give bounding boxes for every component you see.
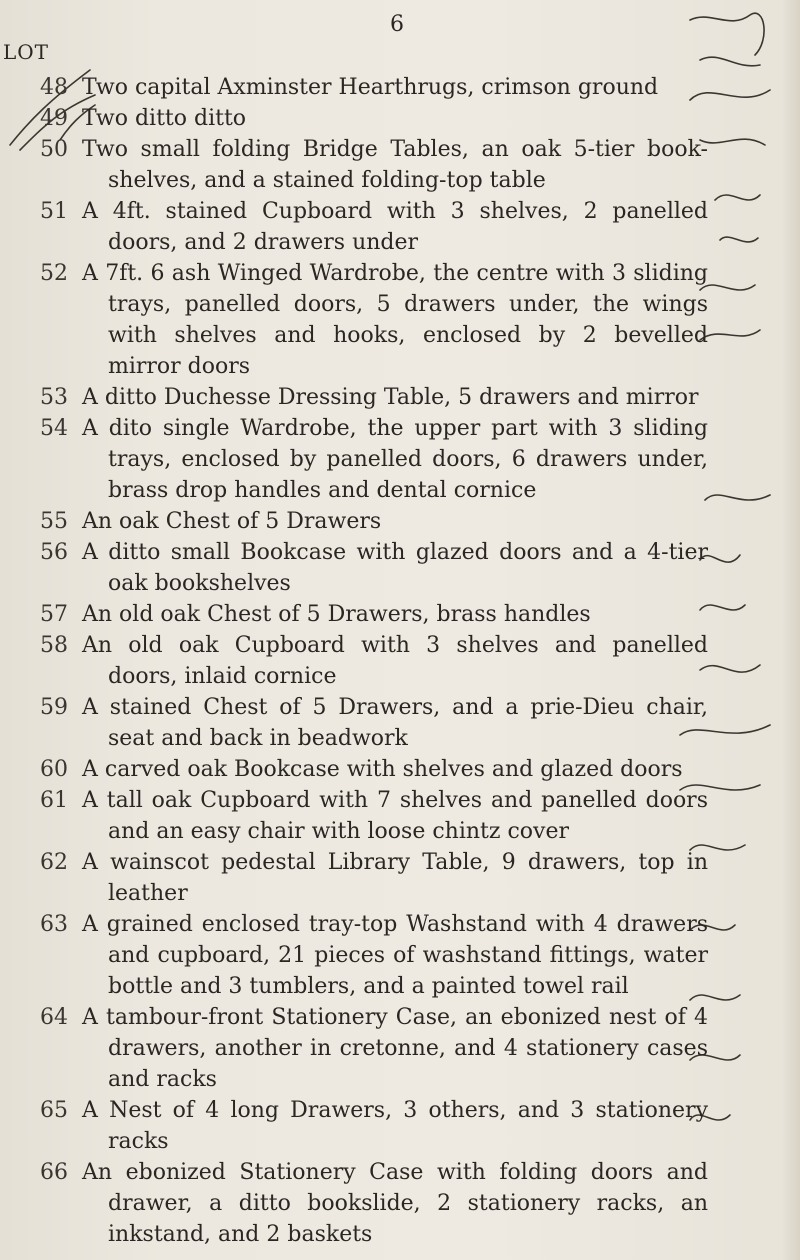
- lot-description: Two capital Axminster Hearthrugs, crimson ground: [82, 75, 659, 100]
- lot-description: An old oak Cupboard with 3 shelves and panelled doors, inlaid cornice: [82, 633, 708, 689]
- lot-item: [0, 599, 790, 630]
- lot-item: [0, 754, 790, 785]
- lot-number: 49: [40, 106, 68, 131]
- lot-item: [0, 1002, 790, 1095]
- lot-item: [0, 196, 790, 258]
- lot-description: Two small folding Bridge Tables, an oak 5-tier book-shelves, and a stained folding-top table: [82, 137, 708, 193]
- lot-description: A stained Chest of 5 Drawers, and a prie-Dieu chair, seat and back in beadwork: [82, 695, 708, 751]
- lot-description: A Nest of 4 long Drawers, 3 others, and 3 stationery racks: [82, 1098, 708, 1154]
- lot-description: A ditto small Bookcase with glazed doors and a 4-tier oak bookshelves: [82, 540, 708, 596]
- lot-number: 55: [40, 509, 68, 534]
- lot-number: 62: [40, 850, 68, 875]
- lot-number: 50: [40, 137, 68, 162]
- lot-item: [0, 692, 790, 754]
- lot-number: 60: [40, 757, 68, 782]
- lot-item: [0, 506, 790, 537]
- lot-item: [0, 72, 790, 103]
- lot-description: A tall oak Cupboard with 7 shelves and panelled doors and an easy chair with loose chintz cover: [82, 788, 708, 844]
- lot-item: [0, 537, 790, 599]
- lot-item: [0, 630, 790, 692]
- lot-number: 52: [40, 261, 68, 286]
- lot-number: 57: [40, 602, 68, 627]
- lot-number: 65: [40, 1098, 68, 1123]
- lot-column-header: LOT: [3, 40, 50, 64]
- lot-number: 56: [40, 540, 68, 565]
- lot-number: 58: [40, 633, 68, 658]
- lot-number: 48: [40, 75, 68, 100]
- lot-number: 64: [40, 1005, 68, 1030]
- page-number: 6: [390, 12, 405, 37]
- lot-number: 63: [40, 912, 68, 937]
- lot-description: A grained enclosed tray-top Washstand with 4 drawers and cupboard, 21 pieces of washstand fittings, water bottle and 3 tumblers, and a painted towel rail: [82, 912, 708, 999]
- lot-number: 54: [40, 416, 68, 441]
- lot-item: [0, 847, 790, 909]
- lot-description: An oak Chest of 5 Drawers: [82, 509, 382, 534]
- lot-description: A 7ft. 6 ash Winged Wardrobe, the centre with 3 sliding trays, panelled doors, 5 drawers under, the wings with shelves and hooks, enclosed by 2 bevelled mirror doors: [82, 261, 708, 379]
- lot-description: A tambour-front Stationery Case, an ebonized nest of 4 drawers, another in cretonne, and 4 stationery cases and racks: [82, 1005, 708, 1092]
- lot-description: A dito single Wardrobe, the upper part with 3 sliding trays, enclosed by panelled doors, 6 drawers under, brass drop handles and dental cornice: [82, 416, 708, 503]
- lot-item: [0, 258, 790, 382]
- lot-number: 51: [40, 199, 68, 224]
- lot-item: [0, 785, 790, 847]
- lot-item: [0, 1095, 790, 1157]
- lot-description: An ebonized Stationery Case with folding doors and drawer, a ditto bookslide, 2 stationery racks, an inkstand, and 2 baskets: [82, 1160, 708, 1247]
- lot-number: 66: [40, 1160, 68, 1185]
- lot-number: 53: [40, 385, 68, 410]
- lot-item: [0, 909, 790, 1002]
- lot-description: A ditto Duchesse Dressing Table, 5 drawers and mirror: [82, 385, 699, 410]
- lot-number: 61: [40, 788, 68, 813]
- lot-item: [0, 413, 790, 506]
- lot-description: A wainscot pedestal Library Table, 9 drawers, top in leather: [82, 850, 708, 906]
- lot-description: An old oak Chest of 5 Drawers, brass handles: [82, 602, 591, 627]
- lot-item: [0, 103, 790, 134]
- lot-description: A carved oak Bookcase with shelves and glazed doors: [82, 757, 683, 782]
- lot-item: [0, 134, 790, 196]
- lot-item: [0, 1157, 790, 1250]
- lot-list: [0, 72, 790, 1250]
- lot-description: A 4ft. stained Cupboard with 3 shelves, 2 panelled doors, and 2 drawers under: [82, 199, 708, 255]
- lot-item: [0, 382, 790, 413]
- lot-description: Two ditto ditto: [82, 106, 247, 131]
- lot-number: 59: [40, 695, 68, 720]
